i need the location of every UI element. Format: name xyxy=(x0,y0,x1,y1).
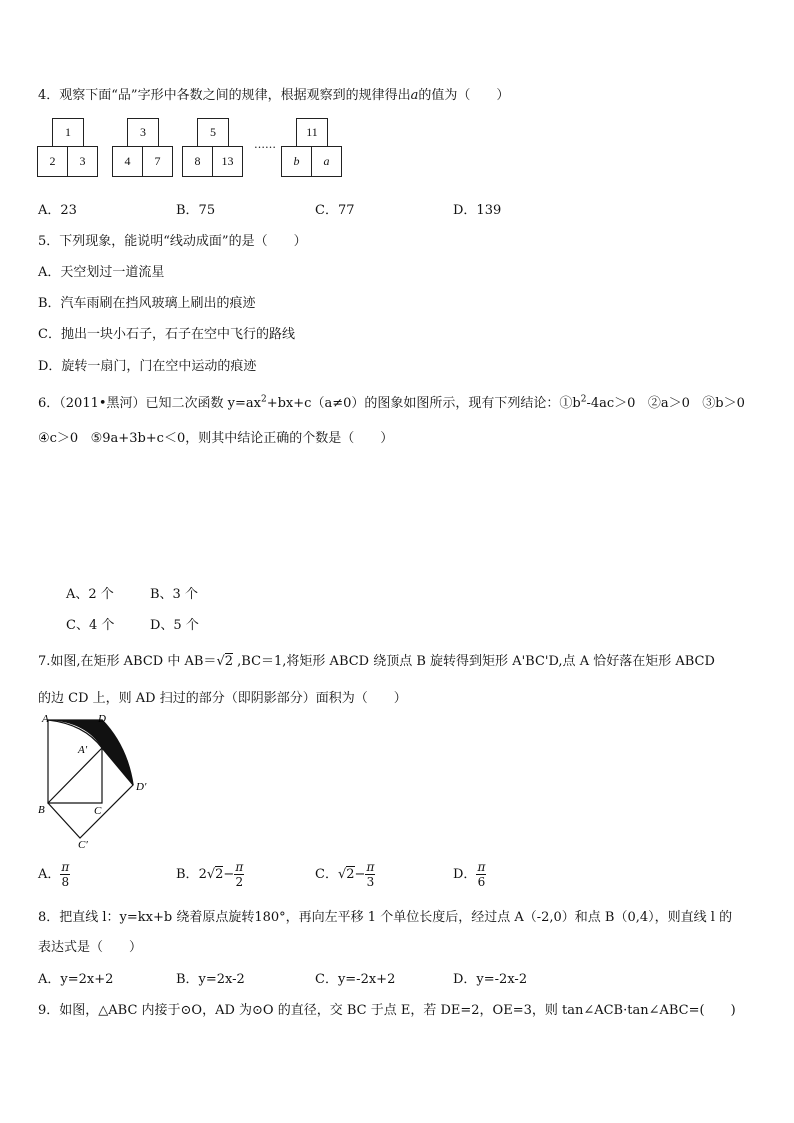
q6-option-d[interactable]: D、5 个 xyxy=(150,618,199,633)
q5-option-a[interactable]: A．天空划过一道流星 xyxy=(38,265,165,280)
pin-top-cell: 1 xyxy=(52,118,84,147)
q4-option-d[interactable]: D．139 xyxy=(453,203,502,218)
q8-option-c[interactable]: C．y=-2x+2 xyxy=(315,972,396,987)
q7-option-a[interactable]: A． $\frac{\pi}{8}$ xyxy=(38,860,70,889)
label-A-prime: A′ xyxy=(78,744,88,756)
q7-option-c[interactable]: C．√2− $\frac{\pi}{3}$ xyxy=(315,860,375,889)
q9-stem: 9．如图，△ABC 内接于⊙O，AD 为⊙O 的直径，交 BC 于点 E，若 DE=2，OE=3，则 tan∠ACB·tan∠ABC=( ) xyxy=(38,1003,736,1018)
pin-top-cell: 11 xyxy=(296,118,328,147)
q5-option-b[interactable]: B．汽车雨刷在挡风玻璃上刷出的痕迹 xyxy=(38,296,256,311)
q8-option-d[interactable]: D．y=-2x-2 xyxy=(453,972,528,987)
q8-stem-line2: 表达式是（ ） xyxy=(38,940,143,955)
pin-left-cell: 4 xyxy=(112,146,143,177)
q6-stem-line1: 6．（2011•黑河）已知二次函数 $y=ax^2+bx+c(a\ne 0)$的图象如图所示，现有下列结论：$①b^2-4ac>0$ ②a＞0 ③b＞0 xyxy=(38,394,745,411)
label-C: C xyxy=(94,805,102,817)
pin-top-cell: 3 xyxy=(127,118,159,147)
q8-stem-line1: 8．把直线 l：y=kx+b 绕着原点旋转180°，再向左平移 1 个单位长度后，经过点 A（-2,0）和点 B（0,4），则直线 l 的 xyxy=(38,910,733,925)
q6-option-a[interactable]: A、2 个 xyxy=(66,587,114,602)
pin-top-cell: 5 xyxy=(197,118,229,147)
q7-option-d[interactable]: D． $\frac{\pi}{6}$ xyxy=(453,860,486,889)
label-C-prime: C′ xyxy=(78,839,88,850)
q4-option-b[interactable]: B．75 xyxy=(176,203,216,218)
pin-right-cell: 3 xyxy=(67,146,98,177)
q5-stem: 5．下列现象，能说明“线动成面”的是（ ） xyxy=(38,234,307,249)
q8-option-a[interactable]: A．y=2x+2 xyxy=(38,972,114,987)
pin-right-cell: 7 xyxy=(142,146,173,177)
label-B: B xyxy=(38,804,45,816)
label-A: A xyxy=(42,713,49,725)
label-D-prime: D′ xyxy=(136,781,147,793)
label-D: D xyxy=(98,713,106,725)
q5-option-d[interactable]: D．旋转一扇门，门在空中运动的痕迹 xyxy=(38,359,257,374)
pin-left-cell: b xyxy=(281,146,312,177)
q5-option-c[interactable]: C．抛出一块小石子，石子在空中飞行的路线 xyxy=(38,327,295,342)
q8-option-b[interactable]: B．y=2x-2 xyxy=(176,972,245,987)
q7-geometry-figure xyxy=(34,710,164,850)
pin-right-cell: a xyxy=(311,146,342,177)
q6-option-b[interactable]: B、3 个 xyxy=(150,587,198,602)
q7-stem-line1: 7.如图,在矩形 ABCD 中 AB＝√2 ,BC＝1,将矩形 ABCD 绕顶点 B 旋转得到矩形 A'BC'D,点 A 恰好落在矩形 ABCD xyxy=(38,654,715,669)
q4-stem: 4．观察下面“品”字形中各数之间的规律，根据观察到的规律得出a的值为（ ） xyxy=(38,88,510,103)
q4-option-c[interactable]: C．77 xyxy=(315,203,355,218)
q6-stem-line2: ④c＞0 ⑤9a+3b+c＜0，则其中结论正确的个数是（ ） xyxy=(38,431,394,446)
pin-left-cell: 8 xyxy=(182,146,213,177)
q4-option-a[interactable]: A．23 xyxy=(38,203,77,218)
q7-option-b[interactable]: B．2√2− $\frac{\pi}{2}$ xyxy=(176,860,244,889)
pin-left-cell: 2 xyxy=(37,146,68,177)
q7-stem-line2: 的边 CD 上，则 AD 扫过的部分（即阴影部分）面积为（ ） xyxy=(38,691,407,706)
pin-right-cell: 13 xyxy=(212,146,243,177)
ellipsis: …… xyxy=(254,138,276,151)
q6-option-c[interactable]: C、4 个 xyxy=(66,618,115,633)
